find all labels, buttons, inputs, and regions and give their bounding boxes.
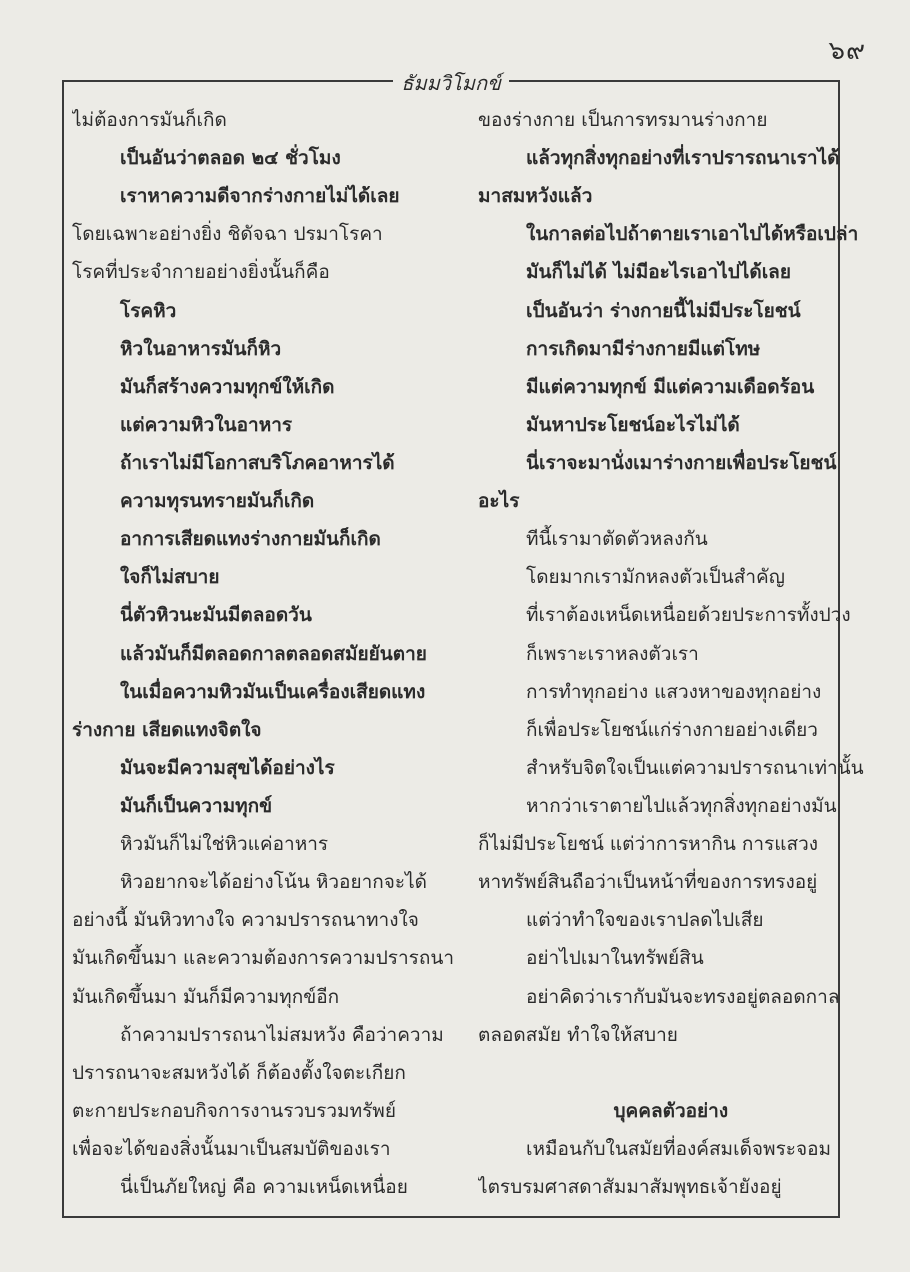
text-line: ร่างกาย เสียดแทงจิตใจ: [72, 718, 262, 741]
text-line: อย่างนี้ มันหิวทางใจ ความปรารถนาทางใจ: [72, 909, 419, 932]
text-line: มันก็สร้างความทุกข์ให้เกิด: [120, 375, 335, 398]
text-columns: [72, 100, 864, 1205]
text-line: ไตรบรมศาสดาสัมมาสัมพุทธเจ้ายังอยู่: [478, 1176, 782, 1199]
text-line: มันเกิดขึ้นมา และความต้องการความปรารถนา: [72, 947, 455, 970]
text-line: เป็นอันว่าตลอด ๒๔ ชั่วโมง: [120, 147, 341, 170]
text-line: โรคหิว: [120, 299, 177, 322]
text-line: โดยมากเรามักหลงตัวเป็นสำคัญ: [526, 566, 785, 589]
text-line: ตะกายประกอบกิจการงานรวบรวมทรัพย์: [72, 1099, 396, 1122]
text-line: แล้วทุกสิ่งทุกอย่างที่เราปรารถนาเราได้: [526, 147, 840, 170]
header-title: ธัมมวิโมกข์: [393, 67, 509, 99]
text-line: ในกาลต่อไปถ้าตายเราเอาไปได้หรือเปล่า: [526, 223, 859, 246]
running-header: [62, 66, 840, 96]
text-line: ทีนี้เรามาตัดตัวหลงกัน: [526, 528, 708, 551]
text-line: เพื่อจะได้ของสิ่งนั้นมาเป็นสมบัติของเรา: [72, 1137, 391, 1160]
text-line: มีแต่ความทุกข์ มีแต่ความเดือดร้อน: [526, 375, 815, 398]
text-line: นี่เราจะมานั่งเมาร่างกายเพื่อประโยชน์: [526, 451, 837, 474]
text-line: มันก็เป็นความทุกข์: [120, 794, 273, 817]
text-line: อย่าไปเมาในทรัพย์สิน: [526, 947, 704, 970]
right-column: [478, 100, 864, 1205]
text-line: นี่เป็นภัยใหญ่ คือ ความเหน็ดเหนื่อย: [120, 1176, 408, 1199]
text-line: เป็นอันว่า ร่างกายนี้ไม่มีประโยชน์: [526, 299, 801, 322]
text-line: โรคที่ประจำกายอย่างยิ่งนั้นก็คือ: [72, 261, 330, 284]
text-line: ก็ไม่มีประโยชน์ แต่ว่าการหากิน การแสวง: [478, 833, 819, 856]
text-line: มันจะมีความสุขได้อย่างไร: [120, 756, 335, 779]
text-line: หาทรัพย์สินถือว่าเป็นหน้าที่ของการทรงอยู่: [478, 871, 818, 894]
text-line: อาการเสียดแทงร่างกายมันก็เกิด: [120, 528, 381, 551]
text-line: การทำทุกอย่าง แสวงหาของทุกอย่าง: [526, 680, 822, 703]
text-line: ปรารถนาจะสมหวังได้ ก็ต้องตั้งใจตะเกียก: [72, 1061, 406, 1084]
text-line: ของร่างกาย เป็นการทรมานร่างกาย: [478, 109, 768, 131]
left-column: [72, 100, 454, 1205]
page-number: ๖๙: [828, 36, 866, 66]
text-line: เหมือนกับในสมัยที่องค์สมเด็จพระจอม: [526, 1137, 832, 1160]
text-line: โดยเฉพาะอย่างยิ่ง ชิดัจฉา ปรมาโรคา: [72, 223, 383, 246]
text-line: การเกิดมามีร่างกายมีแต่โทษ: [526, 337, 761, 360]
text-line: [478, 1053, 864, 1091]
text-line: ก็เพราะเราหลงตัวเรา: [526, 642, 699, 665]
text-line: อย่าคิดว่าเรากับมันจะทรงอยู่ตลอดกาล: [526, 985, 840, 1008]
text-line: ใจก็ไม่สบาย: [120, 566, 220, 589]
text-line: มันหาประโยชน์อะไรไม่ได้: [526, 413, 740, 436]
text-line: ก็เพื่อประโยชน์แก่ร่างกายอย่างเดียว: [526, 718, 818, 741]
text-line: ถ้าความปรารถนาไม่สมหวัง คือว่าความ: [120, 1023, 444, 1046]
text-line: ในเมื่อความหิวมันเป็นเครื่องเสียดแทง: [120, 680, 426, 703]
text-line: แต่ความหิวในอาหาร: [120, 413, 293, 436]
text-line: สำหรับจิตใจเป็นแต่ความปรารถนาเท่านั้น: [526, 756, 864, 779]
text-line: แล้วมันก็มีตลอดกาลตลอดสมัยยันตาย: [120, 642, 427, 665]
text-line: ที่เราต้องเหน็ดเหนื่อยด้วยประการทั้งปวง: [526, 604, 851, 627]
text-line: ไม่ต้องการมันก็เกิด: [72, 109, 227, 131]
text-line: มันก็ไม่ได้ ไม่มีอะไรเอาไปได้เลย: [526, 261, 791, 284]
text-line: ตลอดสมัย ทำใจให้สบาย: [478, 1023, 678, 1046]
text-line: แต่ว่าทำใจของเราปลดไปเสีย: [526, 909, 764, 932]
text-line: ความทุรนทรายมันก็เกิด: [120, 490, 315, 513]
text-line: หากว่าเราตายไปแล้วทุกสิ่งทุกอย่างมัน: [526, 794, 837, 817]
text-line: หิวในอาหารมันก็หิว: [120, 337, 282, 360]
text-line: หิวมันก็ไม่ใช่หิวแค่อาหาร: [120, 833, 329, 856]
text-line: หิวอยากจะได้อย่างโน้น หิวอยากจะได้: [120, 871, 427, 894]
text-line: อะไร: [478, 490, 520, 513]
text-line: มันเกิดขึ้นมา มันก็มีความทุกข์อีก: [72, 985, 340, 1008]
text-line: มาสมหวังแล้ว: [478, 185, 593, 208]
text-line: เราหาความดีจากร่างกายไม่ได้เลย: [120, 185, 400, 208]
section-heading: บุคคลตัวอย่าง: [613, 1099, 729, 1122]
text-line: นี่ตัวหิวนะมันมีตลอดวัน: [120, 604, 312, 627]
text-line: ถ้าเราไม่มีโอกาสบริโภคอาหารได้: [120, 451, 395, 474]
